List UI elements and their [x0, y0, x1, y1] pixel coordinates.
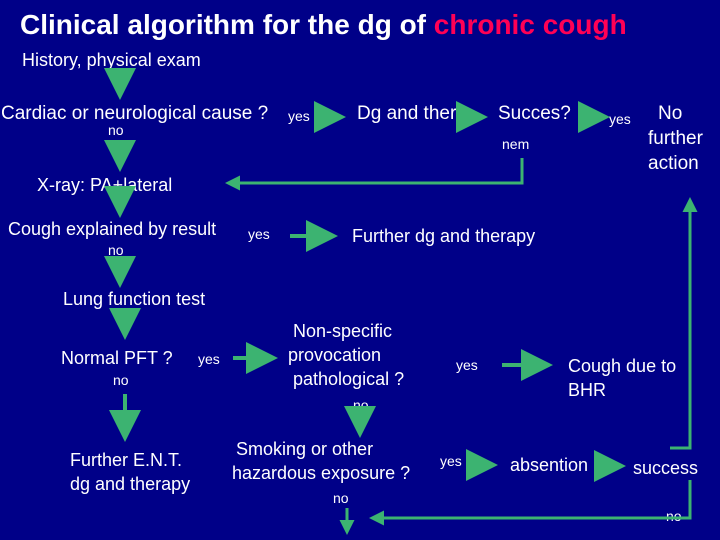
node-lung-function: Lung function test [63, 289, 206, 309]
edge-cough-yes: yes [248, 226, 270, 242]
edge-success-no: no [666, 508, 682, 524]
node-cough-explained: Cough explained by result [8, 219, 217, 239]
edge-pft-no: no [113, 372, 129, 388]
node-nonspecific-3: pathological ? [293, 369, 405, 389]
edge-pft-yes: yes [198, 351, 220, 367]
arrow-nem-xray [228, 158, 522, 183]
edge-cardiac-no: no [108, 122, 124, 138]
node-no-further-3: action [648, 153, 699, 174]
edge-succes-nem: nem [502, 136, 530, 152]
edge-provocation-yes: yes [456, 357, 478, 373]
node-smoking-2: hazardous exposure ? [232, 463, 411, 483]
node-no-further-2: further [648, 128, 703, 149]
node-nonspecific-1: Non-specific [293, 321, 393, 341]
node-absention: absention [510, 455, 589, 475]
node-ent-1: Further E.N.T. [70, 450, 183, 470]
edge-succes-yes: yes [609, 111, 631, 127]
arrow-success-no-loop [372, 480, 690, 518]
node-succes: Succes? [498, 103, 571, 124]
edge-smoking-yes: yes [440, 453, 462, 469]
node-cardiac: Cardiac or neurological cause ? [1, 103, 269, 124]
node-dg-ther: Dg and ther [357, 103, 457, 124]
edge-provocation-no: no [353, 397, 369, 413]
node-xray: X-ray: PA+lateral [37, 175, 173, 195]
node-smoking-1: Smoking or other [236, 439, 374, 459]
edge-cough-no: no [108, 242, 124, 258]
title-main: Clinical algorithm for the dg of [20, 9, 434, 40]
title-highlight: chronic cough [433, 9, 627, 40]
node-no-further-1: No [658, 103, 683, 124]
edge-cardiac-yes: yes [288, 108, 310, 124]
node-ent-2: dg and therapy [70, 474, 191, 494]
arrow-success-nofurther [670, 200, 690, 448]
node-normal-pft: Normal PFT ? [61, 348, 173, 368]
node-success: success [633, 458, 699, 478]
node-bhr-2: BHR [568, 380, 607, 400]
node-further-dg: Further dg and therapy [352, 226, 536, 246]
node-nonspecific-2: provocation [288, 345, 382, 365]
edge-smoking-no: no [333, 490, 349, 506]
node-history: History, physical exam [22, 50, 201, 70]
node-bhr-1: Cough due to [568, 356, 677, 376]
